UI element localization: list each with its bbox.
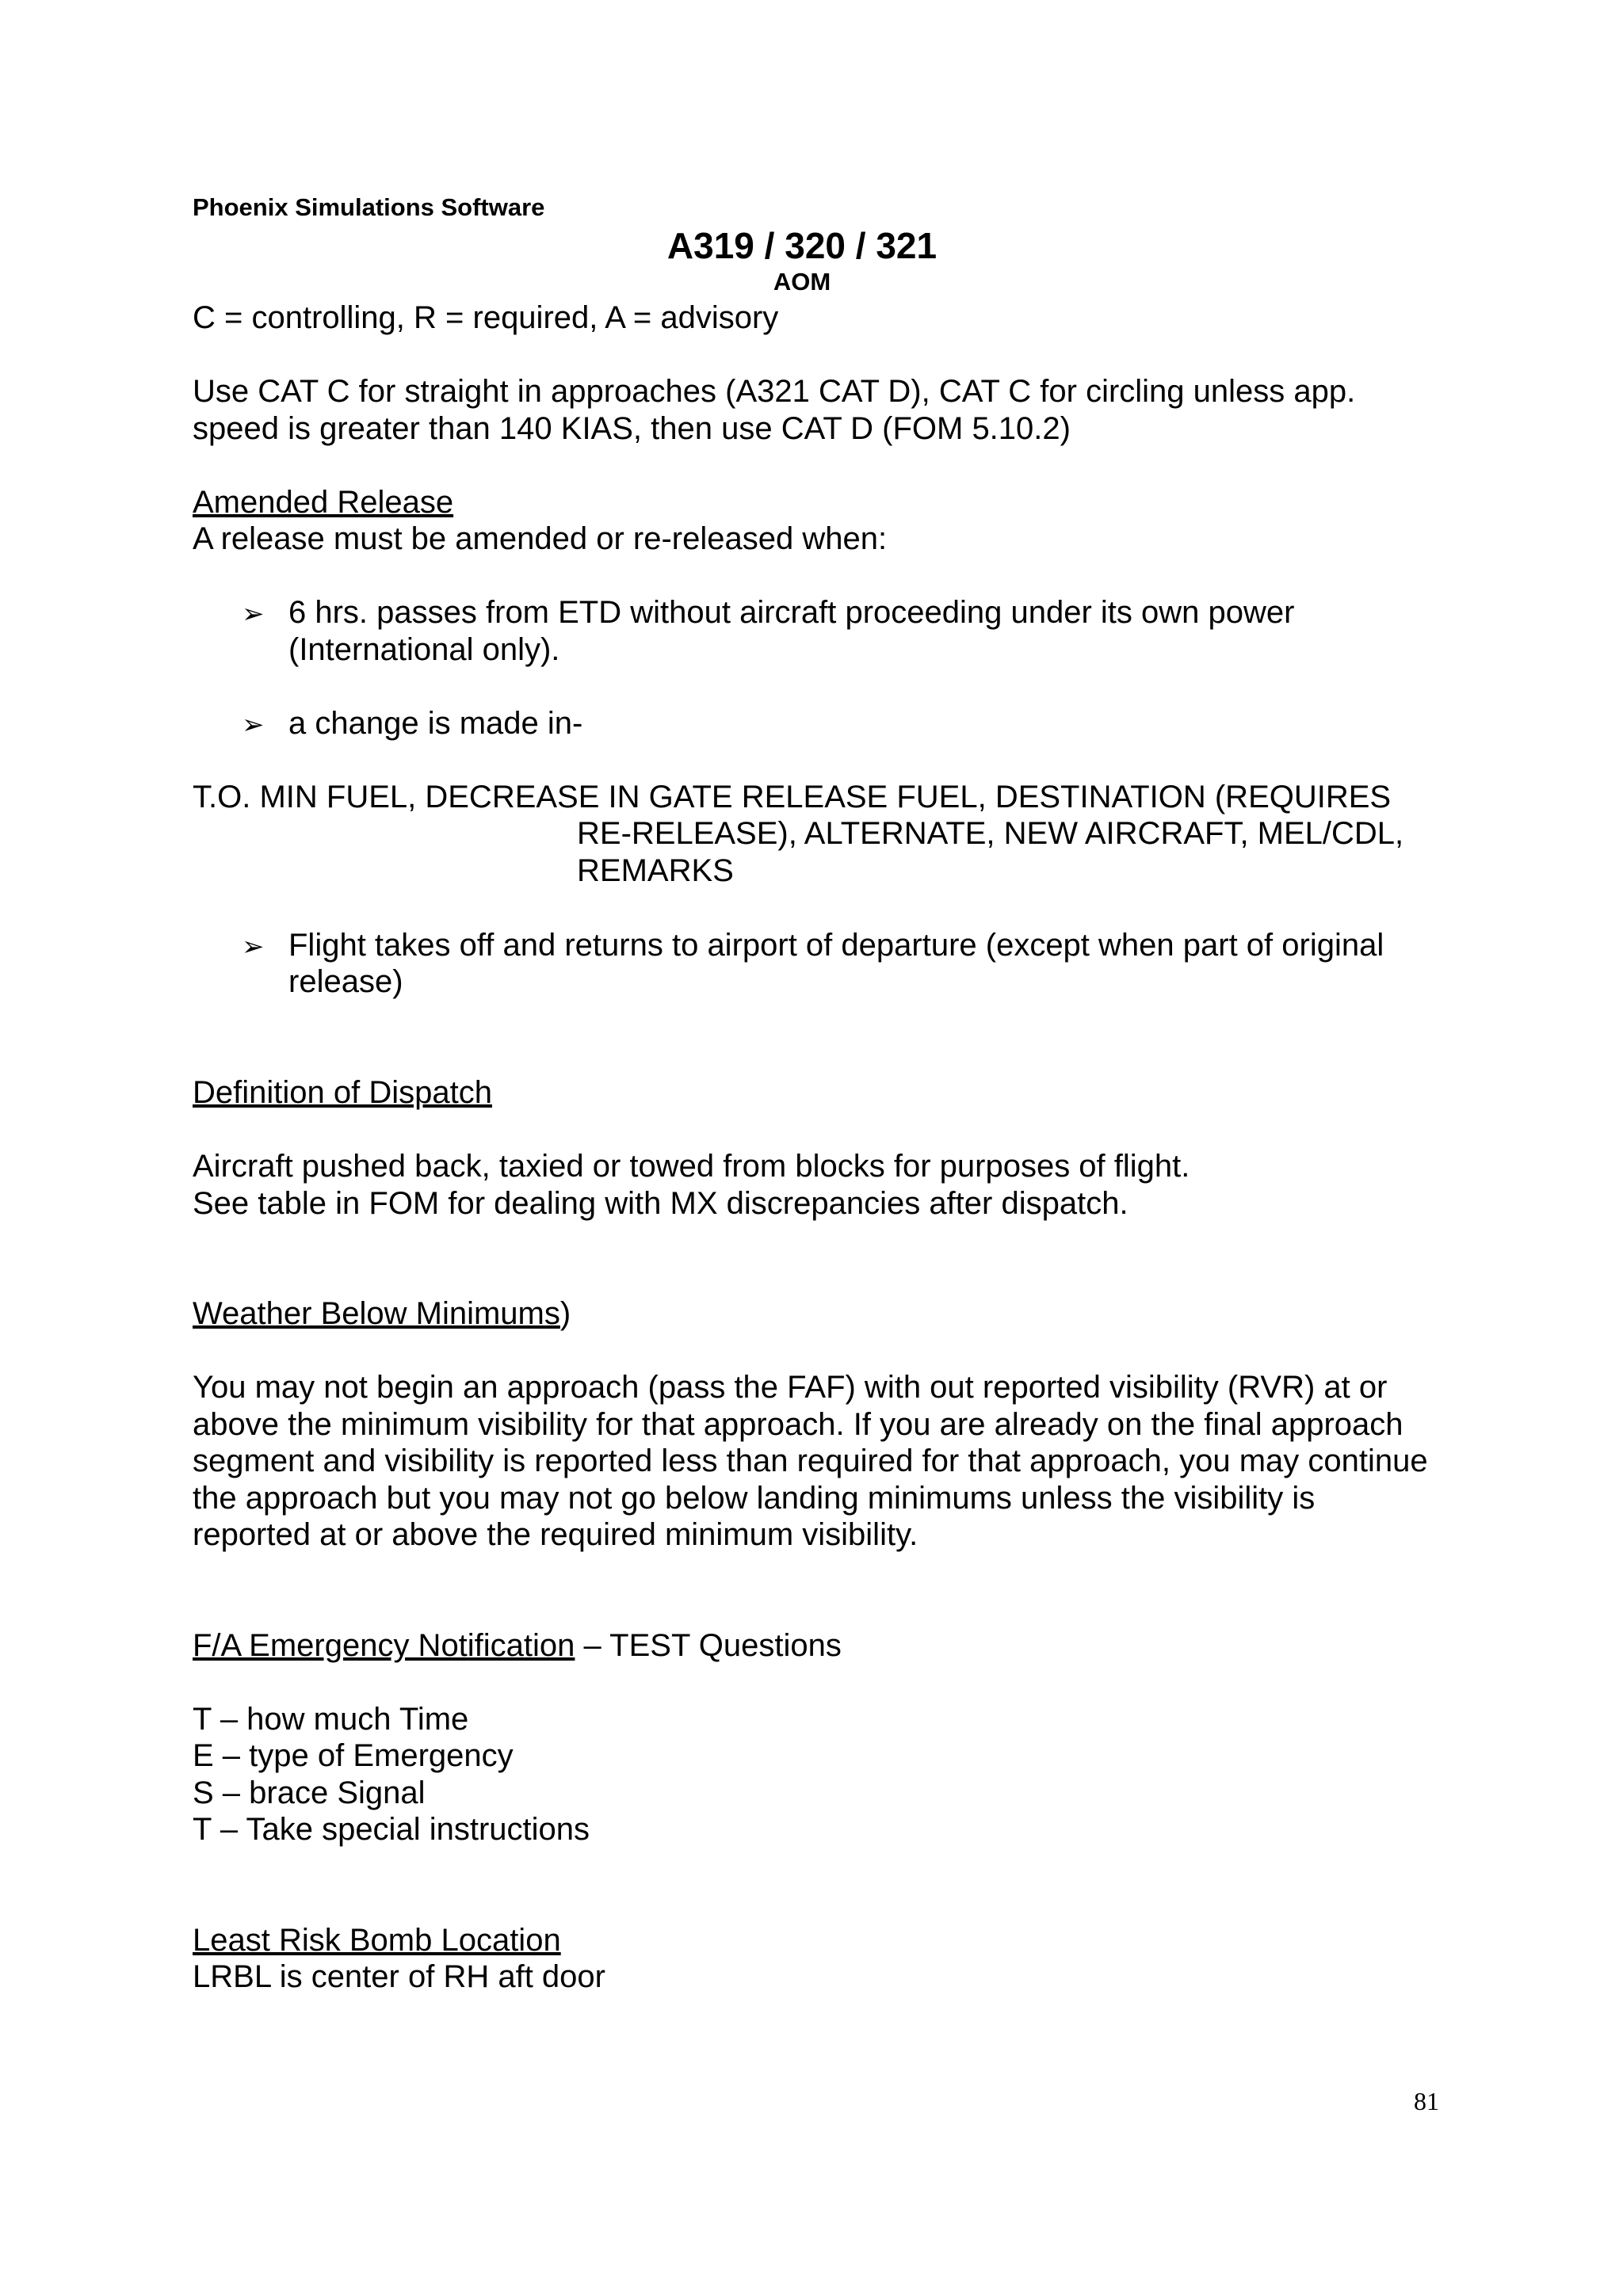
manual-subtitle: AOM	[773, 268, 831, 296]
weather-heading-suffix: )	[559, 1296, 571, 1331]
bullet-text: (International only).	[288, 632, 560, 667]
weather-heading-text: Weather Below Minimums	[193, 1296, 560, 1331]
bullet-arrow-icon: ➢	[242, 599, 265, 629]
bullet-text: release)	[288, 964, 403, 999]
weather-line: segment and visibility is reported less than required for that approach, you may continue	[193, 1444, 1428, 1478]
amended-release-intro: A release must be amended or re-released when:	[193, 521, 888, 556]
section-heading-amended-release: Amended Release	[193, 485, 454, 520]
change-list-line: T.O. MIN FUEL, DECREASE IN GATE RELEASE FUEL, DESTINATION (REQUIRES	[193, 780, 1392, 814]
weather-line: above the minimum visibility for that approach. If you are already on the final approach	[193, 1407, 1403, 1442]
lrbl-line: LRBL is center of RH aft door	[193, 1959, 605, 1994]
change-list-line: RE-RELEASE), ALTERNATE, NEW AIRCRAFT, MEL/CDL,	[577, 816, 1404, 851]
bullet-text: Flight takes off and returns to airport of departure (except when part of original	[288, 928, 1384, 963]
legend-line: C = controlling, R = required, A = advisory	[193, 300, 779, 335]
fa-item: E – type of Emergency	[193, 1738, 514, 1773]
change-list-line: REMARKS	[577, 853, 734, 888]
fa-heading-suffix: – TEST Questions	[575, 1628, 842, 1663]
dispatch-line: See table in FOM for dealing with MX discrepancies after dispatch.	[193, 1186, 1128, 1221]
page-number: 81	[1414, 2087, 1439, 2115]
fa-item: T – Take special instructions	[193, 1812, 590, 1847]
bullet-text: a change is made in-	[288, 706, 583, 741]
dispatch-line: Aircraft pushed back, taxied or towed from blocks for purposes of flight.	[193, 1149, 1190, 1184]
bullet-arrow-icon: ➢	[242, 710, 265, 740]
aircraft-model-title: A319 / 320 / 321	[666, 225, 938, 266]
weather-line: reported at or above the required minimum visibility.	[193, 1517, 918, 1552]
section-heading-dispatch: Definition of Dispatch	[193, 1075, 492, 1110]
weather-line: the approach but you may not go below landing minimums unless the visibility is	[193, 1481, 1316, 1516]
cat-paragraph-line: Use CAT C for straight in approaches (A321 CAT D), CAT C for circling unless app.	[193, 374, 1356, 409]
bullet-text: 6 hrs. passes from ETD without aircraft proceeding under its own power	[288, 595, 1295, 630]
fa-item: T – how much Time	[193, 1702, 469, 1737]
fa-item: S – brace Signal	[193, 1775, 426, 1810]
company-name: Phoenix Simulations Software	[193, 193, 545, 221]
bullet-arrow-icon: ➢	[242, 932, 265, 962]
section-heading-weather	[193, 1295, 571, 1332]
weather-line: You may not begin an approach (pass the FAF) with out reported visibility (RVR) at or	[193, 1370, 1388, 1405]
fa-heading-text: F/A Emergency Notification	[193, 1628, 575, 1663]
section-heading-fa-emergency	[193, 1627, 842, 1664]
cat-paragraph-line: speed is greater than 140 KIAS, then use CAT D (FOM 5.10.2)	[193, 411, 1071, 446]
section-heading-lrbl: Least Risk Bomb Location	[193, 1923, 561, 1958]
